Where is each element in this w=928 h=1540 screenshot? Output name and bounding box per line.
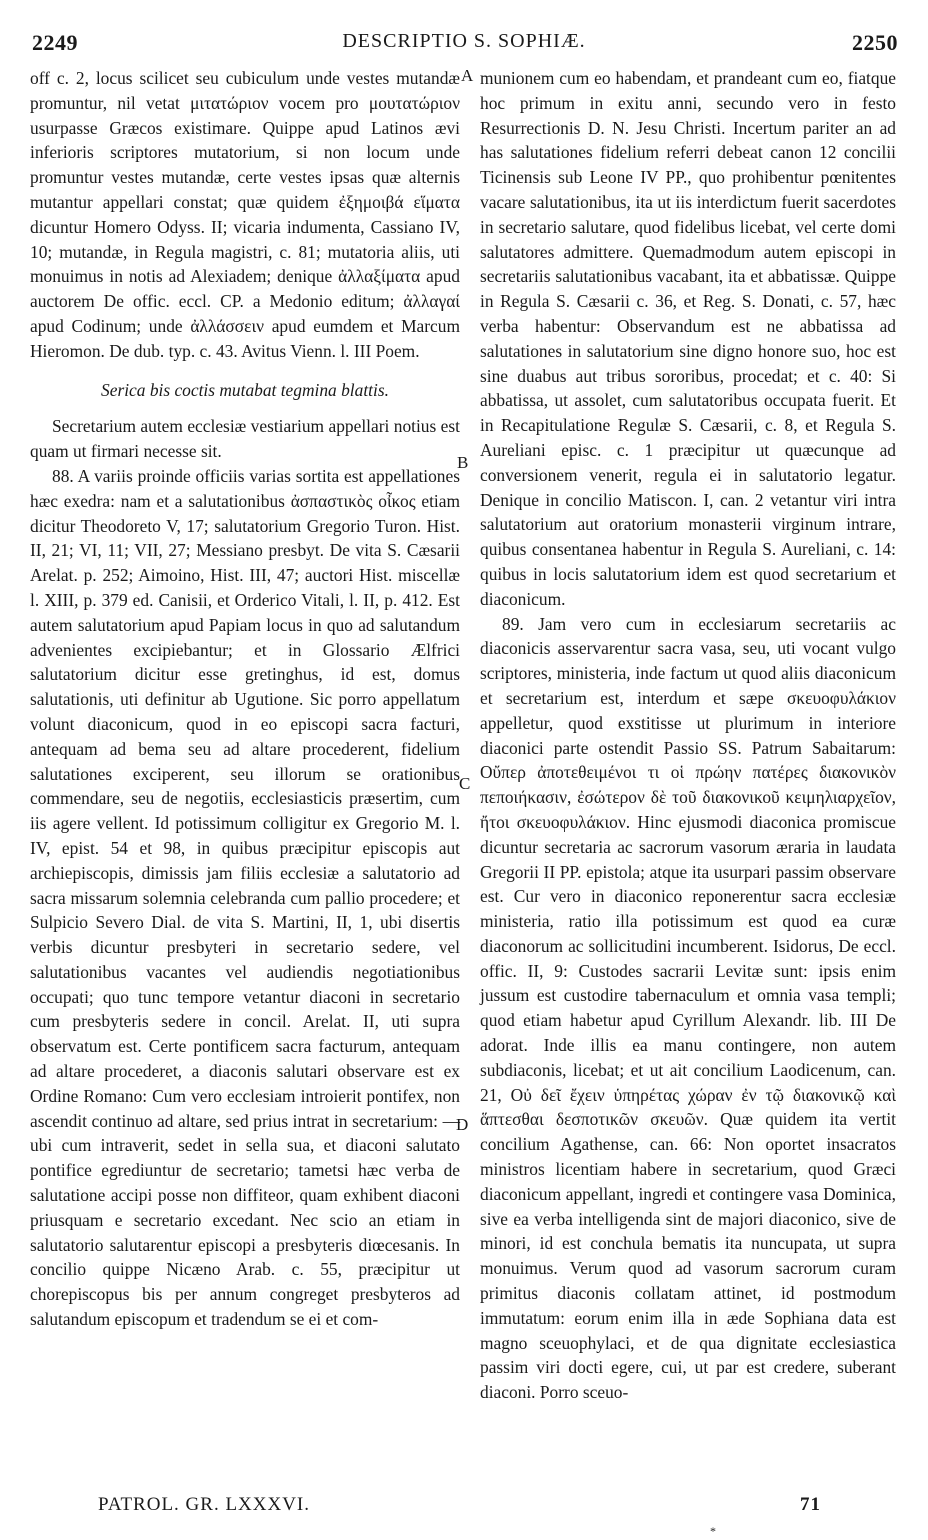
margin-marker-d: D bbox=[456, 1115, 469, 1134]
left-paragraph-2: Secretarium autem ecclesiæ vestiarium appellari notius est quam ut firmari necesse sit. bbox=[30, 416, 460, 462]
margin-marker-a: A bbox=[461, 66, 474, 85]
footer-star: * bbox=[710, 1524, 716, 1538]
left-page-number: 2249 bbox=[32, 30, 78, 55]
left-paragraph-1: off c. 2, locus scilicet seu cubiculum unde vestes mutandæ promuntur, nil vetat μιτατώριον vocem pro μουτατώριον usurpasse Græcos existimare. Quippe apud Latinos ævi inferioris scriptores mutatorium, si non locum unde promuntur vestes mutandæ, certe vestes ipsas quæ alternis mutantur appellari constat; quæ quidem ἐξημοιβά εἵματα dicuntur Homero Odyss. II; vicaria indumenta, Cassiano IV, 10; mutandæ, in Regula magistri, c. 81; mutatoria aliis, uti monuimus in notis ad Alexiadem; denique ἀλλαξίματα apud auctorem De offic. eccl. CP. a Medonio editum; ἀλλαγαί apud Codinum; unde ἀλλάσσειν apud eumdem et Marcum Hieromon. De dub. typ. c. 43. Avitus Vienn. l. III Poem. bbox=[30, 68, 460, 361]
margin-marker-b: B bbox=[457, 453, 469, 472]
margin-marker-c: C bbox=[459, 774, 471, 793]
running-title: DESCRIPTIO S. SOPHIÆ. bbox=[342, 30, 586, 52]
footer-source: PATROL. GR. LXXXVI. bbox=[98, 1494, 311, 1515]
right-column bbox=[480, 66, 896, 1405]
right-paragraph-1: munionem cum eo habendam, et prandeant cum eo, fiatque hoc primum in exitu anni, secundo vero in festo Resurrectionis D. N. Jesu Christi. Incertum pariter an ad has salutationes fidelium referri debeat canon 12 concilii Ticinensis sub Leone IV PP., quo prohibentur pœnitentes vacare salutationibus, ita ut iis interdictum fuerit sacerdotes in secretario salutare, quod fidelibus licebat, vel certe domi salutatores admittere. Quemadmodum autem episcopi in secretariis salutationibus vacabant, ita et abbatissæ. Quippe in Regula S. Cæsarii c. 36, et Reg. S. Donati, c. 57, hæc verba habentur: Observandum est ne abbatissa ad salutationes in salutatorium sine digno honore suo, hoc est sine duabus aut tribus sororibus, procedat; et c. 40: Si abbatissa, ut assolet, cum salutatoribus occupata fuerit. Et in Recapitulatione Regulæ S. Cæsarii, c. 8, et Regula S. Aureliani episc. c. 1 præcipitur ut quæcunque ad conversionem venerit, regula ei in salutatorio legatur. Denique in concilio Matiscon. I, can. 2 vetantur viri intra salutatorium aut oratorium monasterii virginum intrare, quibus consentanea habentur in Regula S. Aureliani, c. 14: quibus in locis salutatorium idem est quod secretarium et diaconicum. bbox=[480, 68, 896, 609]
footer-signature: 71 bbox=[800, 1494, 821, 1515]
right-page-number: 2250 bbox=[852, 30, 898, 55]
section-89: 89. Jam vero cum in ecclesiarum secretariis ac diaconicis asservarentur sacra vasa, seu, uti vocant vulgo scriptores, ministeria, inde factum ut quod aliis diaconicum et secretarium est, interdum et sæpe σκευοφυλάκιον appelletur, quod exstitisse ut plurimum in interiore diaconici parte ostendit Passio SS. Patrum Sabaitarum: Οὔπερ ἀποτεθειμένοι τι οἱ πρώην πατέρες διακονικὸν πεποιήκασιν, ἐσώτερον δὲ τοῦ διακονικοῦ κειμηλιαρχεῖον, ἤτοι σκευοφυλάκιον. Hinc ejusmodi diaconica promiscue dicuntur secretaria ac sacrorum vasorum æraria in laudata Gregorii II PP. epistola; atque ita usurpari passim observare est. Cur vero in diaconico reponerentur sacra ecclesiæ ministeria, ratio illa potissimum est quod ea curæ diaconorum ac sollicitudini incumberent. Isidorus, De eccl. offic. II, 9: Custodes sacrarii Levitæ sunt: ipsis enim jussum est custodire tabernaculum et omnia vasa templi; quod etiam habetur apud Cyrillum Alexandr. lib. III De adorat. Inde illis ea manu contingere, non autem subdiaconis, licebat; et ut ait concilium Laodicenum, can. 21, Οὐ δεῖ ἔχειν ὑπηρέτας χώραν ἐν τῷ διακονικῷ καὶ ἅπτεσθαι δεσποτικῶν σκευῶν. Quæ quidem ita vertit concilium Agathense, can. 66: Non oportet insacratos ministros licentiam habere in secretarium, quod Græci diaconicum appellant, ingredi et contingere vasa Dominica, sive ea verba intelligenda sint de majori diaconico, sive de minori, id est conchula bematis ita nuncupata, ut supra monuimus. Verum quod ad vasorum sacrorum curam primitus diaconis collatam attinet, id postmodum immutatum: eorum enim illa in æde Sophiana data est magno sceuophylaci, et de qua dignitate ecclesiastica passim viri docti egere, cui, ut par est credere, suberant diaconi. Porro sceuo- bbox=[480, 613, 896, 1403]
section-88: 88. A variis proinde officiis varias sortita est appellationes hæc exedra: nam et a salutationibus ἀσπαστικὸς οἶκος etiam dicitur Theodoreto V, 17; salutatorium Gregorio Turon. Hist. II, 21; VI, 11; VII, 27; Messiano presbyt. De vita S. Cæsarii Arelat. p. 252; Aimoino, Hist. III, 47; auctori Hist. miscellæ l. XIII, p. 379 ed. Canisii, et Orderico Vitali, l. II, p. 412. Est autem salutatorium apud Papiam locus in quo ad salutandum advenientes excipiebantur; et in Glossario Ælfrici salutatorium dicitur esse gretinghus, id est, domus salutationis, uti definitur ab Ugutione. Sic porro appellatum volunt diaconicum, quod in eo episcopi sacra facturi, antequam ad bema seu ad altare procederent, fidelium salutationes exciperent, seu illorum se orationibus commendare, seu de negotiis, ecclesiasticis præsertim, cum iis agere vellent. Id potissimum colligitur ex Gregorio M. l. IV, epist. 54 et 98, in quibus præcipitur episcopis aut archiepiscopis, dimissis jam filiis ecclesiæ a salutatorio ad sacra missarum solemnia celebranda cum pallio procedere; et Sulpicio Severo Dial. de vita S. Martini, II, 1, ubi disertis verbis dicuntur presbyteri in secretario sedere, vel salutationibus vacantes vel audiendis negotiationibus occupati; quo tunc tempore vetantur diaconi in secretario cum presbyteris sedere in concil. Arelat. II, uti supra observatum est. Certe pontificem sacra facturum, antequam ad altare procederet, a diaconis salutari observare est ex Ordine Romano: Cum vero ecclesiam introierit pontifex, non ascendit continuo ad altare, sed prius intrat in secretarium: — ubi cum intraverit, sedet in sella sua, et diaconi salutato pontifice egrediuntur de secretario; tametsi hæc verba de salutatione accipi posse non diffiteor, quam exhibent diaconi priusquam e secretario excedant. Nec scio an etiam in salutatorio salutarentur episcopi a presbyteris diœcesanis. In concilio quippe Nicæno Arab. c. 55, præcipitur ut chorepiscopus bis per annum congreget presbyteros ad salutandum episcopum et tradendum se ei et com- bbox=[30, 465, 460, 1330]
verse-quotation: Serica bis coctis mutabat tegmina blattis. bbox=[101, 379, 389, 400]
left-column bbox=[30, 66, 460, 1332]
